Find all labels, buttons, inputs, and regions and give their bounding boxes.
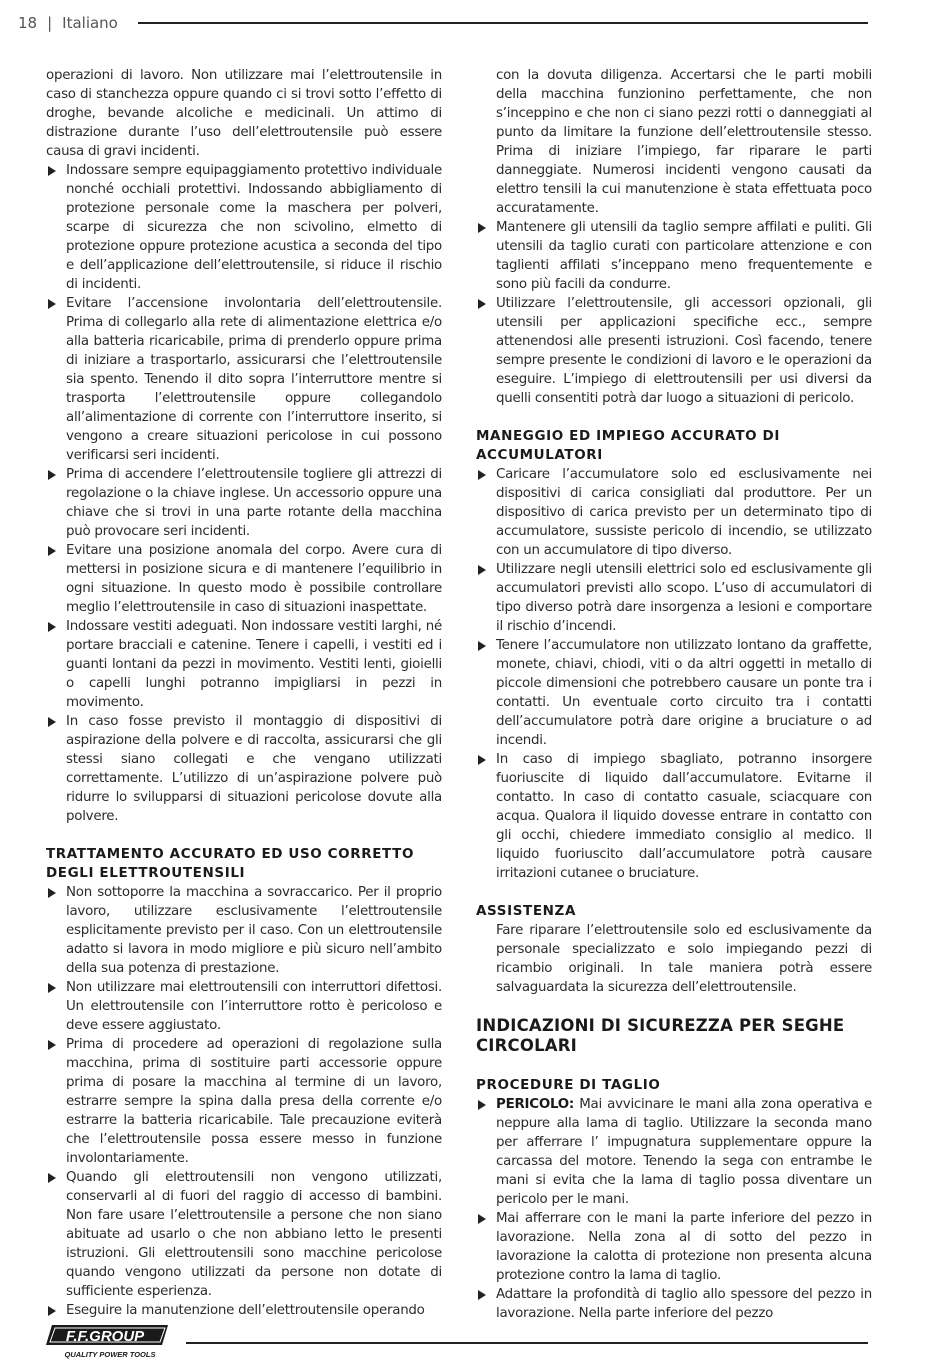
triangle-bullet-icon [48, 470, 56, 480]
triangle-bullet-icon [48, 546, 56, 556]
paragraph: operazioni di lavoro. Non utilizzare mai l’elettroutensile in caso di stanchezza oppure quando ci si trovi sotto l’effetto di droghe, bevande alcoliche e medicinali. Un attimo di distrazione durante l’uso dell’elettroutensile può essere causa di gravi incidenti. [46, 68, 442, 159]
ffgroup-logo [46, 1324, 174, 1360]
header-rule [138, 22, 868, 24]
bullet-item [46, 1168, 442, 1301]
triangle-bullet-icon [478, 470, 486, 480]
warning-label: PERICOLO: [496, 1097, 575, 1112]
bullet-item [46, 465, 442, 541]
triangle-bullet-icon [48, 983, 56, 993]
bullet-text: Mantenere gli utensili da taglio sempre affilati e puliti. Gli utensili da taglio curati con particolare attenzione e con taglienti affilati s’inceppano meno frequentemente e sono più facili da condurre. [496, 220, 872, 292]
bullet-item [476, 1285, 872, 1323]
triangle-bullet-icon [478, 1290, 486, 1300]
bullet-text: Adattare la profondità di taglio allo spessore del pezzo in lavorazione. Nella parte inferiore del pezzo [496, 1287, 872, 1321]
bullet-text: Non sottoporre la macchina a sovraccarico. Per il proprio lavoro, utilizzare esclusivamente l’elettroutensile esplicitamente previsto per il caso. Con un elettroutensile adatto si lavora in modo migliore e più sicuro nell’ambito della sua potenza di prestazione. [66, 885, 442, 976]
section-heading: INDICAZIONI DI SICUREZZA PER SEGHE CIRCOLARI [476, 1016, 845, 1055]
bullet-text: Evitare l’accensione involontaria dell’elettroutensile. Prima di collegarlo alla rete di alimentazione elettrica e/o alla batteria ricaricabile, prima di prenderlo oppure prima di iniziare a trasportarlo, assicurarsi che l’elettroutensile sia spento. Tenendo il dito sopra l’interruttore mentre si trasporta l’elettroutensile oppure collegandolo all’alimentazione di corrente con l’interruttore inserito, si vengono a creare situazioni pericolose in cui possono verificarsi seri incidenti. [66, 296, 442, 463]
bullet-text: Evitare una posizione anomala del corpo. Avere cura di mettersi in posizione sicura e di mantenere l’equilibrio in ogni situazione. In questo modo è possibile controllare meglio l’elettroutensile in caso di situazioni inaspettate. [66, 543, 442, 615]
section-heading: ASSISTENZA [476, 903, 576, 919]
bullet-item [476, 636, 872, 750]
bullet-item [46, 161, 442, 294]
bullet-text: In caso di impiego sbagliato, potranno insorgere fuoriuscite di liquido dall’accumulatore. Evitarne il contatto. In caso di contatto casuale, sciacquare con acqua. Qualora il liquido dovesse entrare in contatto con gli occhi, chiedere immediato consiglio al medico. Il liquido fuoriuscito dall’accumulatore potrà causare irritazioni cutanee o bruciature. [496, 752, 872, 881]
bullet-item [46, 978, 442, 1035]
footer-rule [186, 1342, 868, 1344]
section-heading: TRATTAMENTO ACCURATO ED USO CORRETTO DEGLI ELETTROUTENSILI [46, 846, 415, 881]
bullet-item [46, 712, 442, 826]
bullet-text: Prima di accendere l’elettroutensile togliere gli attrezzi di regolazione o la chiave inglese. Un accessorio oppure una chiave che si trovi in una parte rotante della macchina può provocare seri incidenti. [66, 467, 442, 539]
triangle-bullet-icon [48, 1173, 56, 1183]
bullet-item [476, 294, 872, 408]
bullet-item [46, 541, 442, 617]
bullet-text: Indossare vestiti adeguati. Non indossare vestiti larghi, né portare bracciali e catenine. Tenere i capelli, i vestiti ed i guanti lontani da pezzi in movimento. Vestiti lenti, gioielli o capelli lunghi potranno impigliarsi in pezzi in movimento. [66, 619, 442, 710]
triangle-bullet-icon [48, 299, 56, 309]
bullet-text: Tenere l’accumulatore non utilizzato lontano da graffette, monete, chiavi, chiodi, viti o da altri oggetti in metallo di piccole dimensioni che potrebbero causare un ponte tra i contatti. Un eventuale corto circuito tra i contatti dell’accumulatore potrà dare origine a bruciature o ad incendi. [496, 638, 872, 748]
triangle-bullet-icon [478, 641, 486, 651]
bullet-item [476, 218, 872, 294]
triangle-bullet-icon [48, 166, 56, 176]
header-separator: | [47, 14, 53, 32]
bullet-item [476, 750, 872, 883]
bullet-item [46, 617, 442, 712]
bullet-item [46, 1301, 442, 1320]
triangle-bullet-icon [478, 299, 486, 309]
section-heading: PROCEDURE DI TAGLIO [476, 1077, 661, 1093]
bullet-item [46, 294, 442, 465]
bullet-text: Caricare l’accumulatore solo ed esclusivamente nei dispositivi di carica consigliati dal produttore. Per un dispositivo di carica previsto per un determinato tipo di accumulatore, sussiste pericolo di incendio, se utilizzato con un accumulatore di tipo diverso. [496, 467, 872, 558]
section-heading: MANEGGIO ED IMPIEGO ACCURATO DI ACCUMULATORI [476, 428, 780, 463]
bullet-text: In caso fosse previsto il montaggio di dispositivi di aspirazione della polvere e di raccolta, assicurarsi che gli stessi siano collegati e che vengano utilizzati correttamente. L’utilizzo di un’aspirazione polvere può ridurre lo svilupparsi di situazioni pericolose dovute alla polvere. [66, 714, 442, 824]
bullet-item [476, 1209, 872, 1285]
bullet-text: Mai afferrare con le mani la parte inferiore del pezzo in lavorazione. Nella zona al di sotto del pezzo in lavorazione la calotta di protezione non presenta alcuna protezione contro la lama di taglio. [496, 1211, 872, 1283]
bullet-item [46, 883, 442, 978]
bullet-text: Indossare sempre equipaggiamento protettivo individuale nonché occhiali protettivi. Indossando abbigliamento di protezione personale come la maschera per polveri, scarpe di sicurezza che non scivolino, elmetto di protezione oppure protezione acustica a seconda del tipo e dell’applicazione dell’elettroutensile, si riduce il rischio di incidenti. [66, 163, 442, 292]
bullet-item [46, 1035, 442, 1168]
page-number: 18 [18, 14, 38, 32]
triangle-bullet-icon [478, 565, 486, 575]
triangle-bullet-icon [48, 888, 56, 898]
paragraph: Fare riparare l’elettroutensile solo ed esclusivamente da personale specializzato e solo impiegando pezzi di ricambio originali. In tale maniera potrà essere salvaguardata la sicurezza dell’elettroutensile. [496, 923, 872, 995]
triangle-bullet-icon [48, 717, 56, 727]
bullet-item [476, 560, 872, 636]
bullet-text: Prima di procedere ad operazioni di regolazione sulla macchina, prima di sostituire parti accessorie oppure prima di posare la macchina al termine di un lavoro, estrarre sempre la spina dalla presa della corrente e/o estrarre la batteria ricaricabile. Tale precauzione eviterà che l’elettroutensile possa essere messo in funzione involontariamente. [66, 1037, 442, 1166]
bullet-text: Utilizzare negli utensili elettrici solo ed esclusivamente gli accumulatori previsti allo scopo. L’uso di accumulatori di tipo diverso potrà dare insorgenza a lesioni e comportare il rischio d’incendi. [496, 562, 872, 634]
triangle-bullet-icon [478, 1214, 486, 1224]
logo-wordmark: F.F.GROUP [65, 1328, 145, 1345]
triangle-bullet-icon [48, 1040, 56, 1050]
triangle-bullet-icon [478, 223, 486, 233]
bullet-text: Quando gli elettroutensili non vengono utilizzati, conservarli al di fuori del raggio di accesso di bambini. Non fare usare l’elettroutensile a persone che non siano abituate ad usarlo o che non abbiano letto le presenti istruzioni. Gli elettroutensili sono macchine pericolose quando vengono utilizzati da persone non dotate di sufficiente esperienza. [66, 1170, 442, 1299]
bullet-item [476, 465, 872, 560]
bullet-item [476, 1095, 872, 1209]
paragraph: con la dovuta diligenza. Accertarsi che le parti mobili della macchina funzionino perfettamente, che non s’inceppino e che non ci siano pezzi rotti o danneggiati al punto da limitare la funzione dell’elettroutensile stesso. Prima di iniziare l’impiego, far riparare le parti danneggiate. Numerosi incidenti vengono causati da elettro tensili la cui manutenzione è stata effettuata poco accuratamente. [496, 68, 872, 216]
page-header [18, 12, 868, 34]
bullet-text: Mai avvicinare le mani alla zona operativa e neppure alla lama di taglio. Utilizzare la seconda mano per afferrare l’ impugnatura supplementare oppure la carcassa del motore. Tenendo la sega con entrambe le mani si evita che la lama di taglio possa diventare un pericolo per le mani. [496, 1097, 872, 1207]
triangle-bullet-icon [478, 1100, 486, 1110]
language-label: Italiano [62, 14, 118, 32]
triangle-bullet-icon [478, 755, 486, 765]
page-footer [46, 1324, 868, 1360]
left-column [46, 66, 442, 1320]
triangle-bullet-icon [48, 622, 56, 632]
logo-tagline: QUALITY POWER TOOLS [64, 1350, 156, 1359]
right-column [476, 66, 872, 1323]
bullet-text: Non utilizzare mai elettroutensili con interruttori difettosi. Un elettroutensile con l’interruttore rotto è pericoloso e deve essere aggiustato. [66, 980, 442, 1033]
triangle-bullet-icon [48, 1306, 56, 1316]
bullet-text: Utilizzare l’elettroutensile, gli accessori opzionali, gli utensili per applicazioni specifiche ecc., sempre attenendosi alle presenti istruzioni. Così facendo, tenere sempre presente le condizioni di lavoro e le operazioni da eseguire. L’impiego di elettroutensili per usi diversi da quelli consentiti potrà dar luogo a situazioni di pericolo. [496, 296, 872, 406]
bullet-text: Eseguire la manutenzione dell’elettroutensile operando [66, 1303, 425, 1318]
